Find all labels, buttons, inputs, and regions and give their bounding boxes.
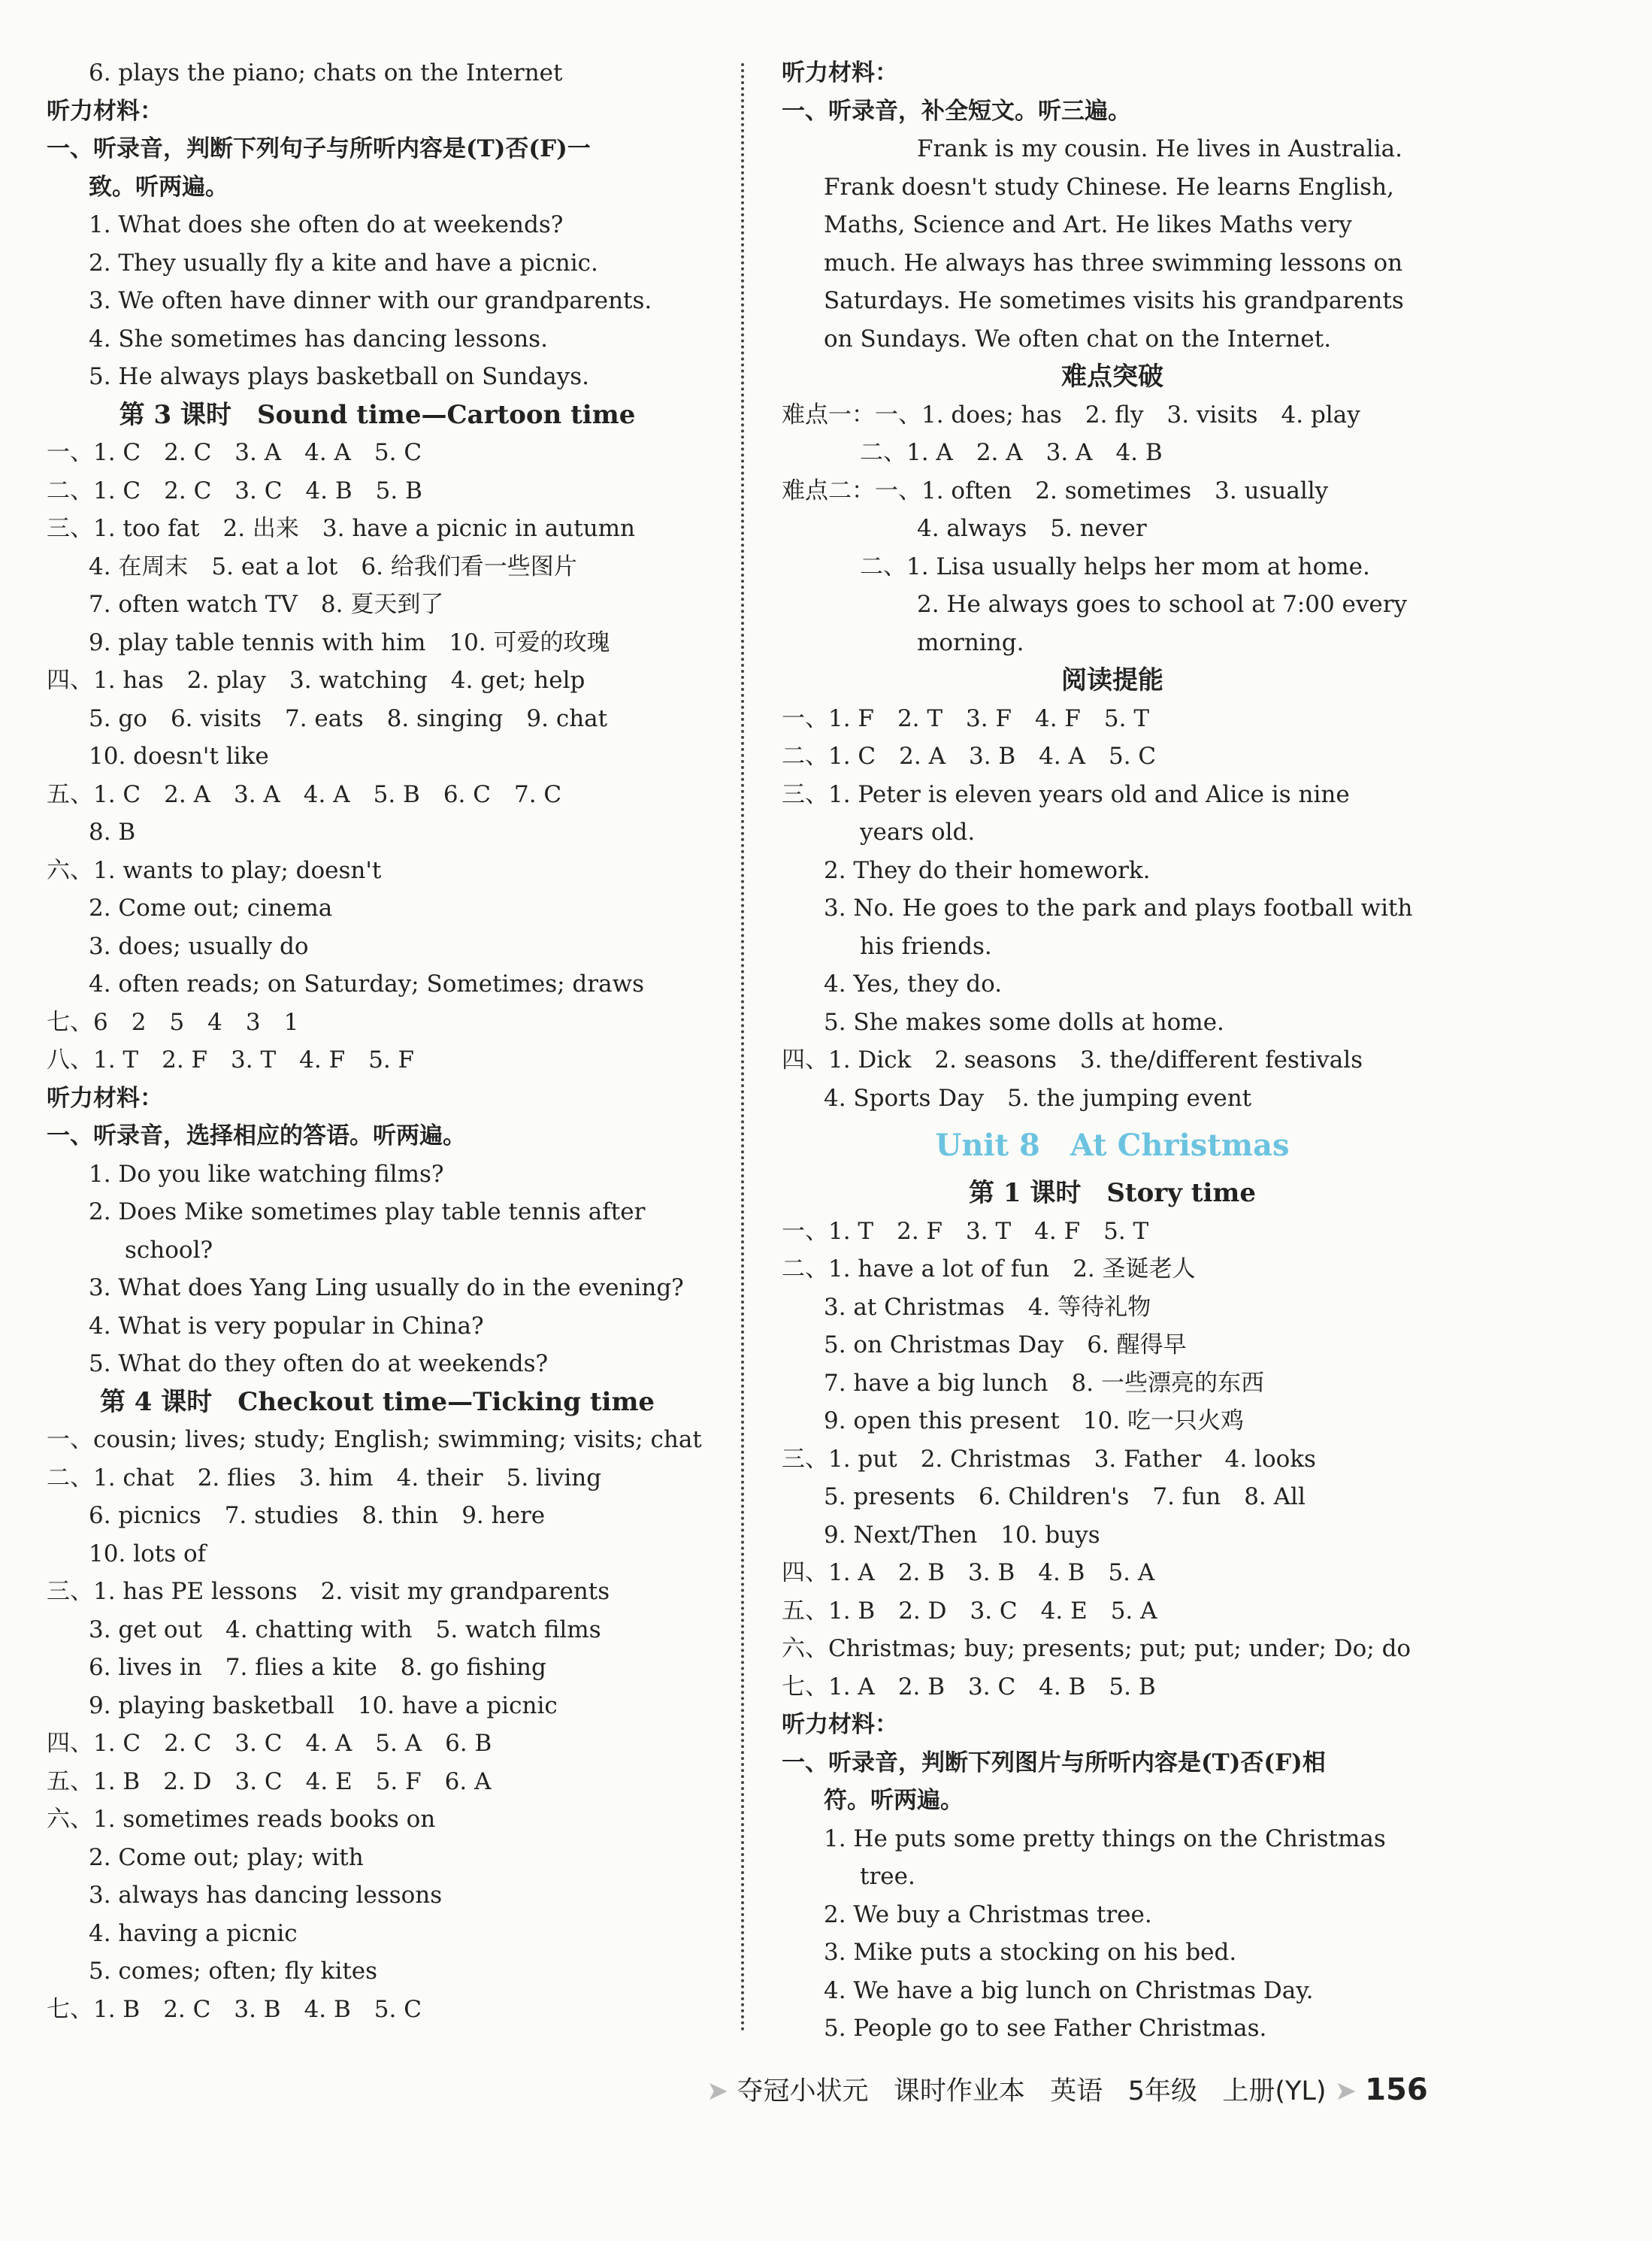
answer-line: 4. Yes, they do. <box>824 971 1003 998</box>
answer-line: Frank is my cousin. He lives in Australia. <box>917 135 1402 162</box>
answer-line: 一、1. T 2. F 3. T 4. F 5. T <box>782 1217 1149 1245</box>
section-title: 第 3 课时 Sound time—Cartoon time <box>119 399 636 430</box>
answer-line: 7. often watch TV 8. 夏天到了 <box>89 591 444 618</box>
answer-line: 6. plays the piano; chats on the Internet <box>89 59 563 86</box>
answer-line: 听力材料： <box>782 59 898 86</box>
answer-line: 4. 在周末 5. eat a lot 6. 给我们看一些图片 <box>89 553 577 580</box>
answer-line: 六、1. wants to play; doesn't <box>47 856 382 884</box>
footer-book: 课时作业本 <box>893 2076 1025 2106</box>
answer-line: 难点一：一、1. does; has 2. fly 3. visits 4. play <box>782 401 1360 429</box>
answer-line: on Sundays. We often chat on the Internet. <box>824 325 1332 353</box>
section-title: 难点突破 <box>1061 362 1163 392</box>
page-number: 156 <box>1365 2073 1428 2107</box>
answer-line: 三、1. too fat 2. 出来 3. have a picnic in autumn <box>47 515 636 542</box>
section-title: 第 4 课时 Checkout time—Ticking time <box>99 1386 655 1417</box>
answer-line: 3. always has dancing lessons <box>89 1882 443 1909</box>
answer-line: 2. Come out; play; with <box>89 1843 364 1871</box>
answer-line: 5. go 6. visits 7. eats 8. singing 9. chat <box>89 704 608 732</box>
answer-line: 5. He always plays basketball on Sundays. <box>89 363 589 390</box>
section-title: 第 1 课时 Story time <box>968 1178 1256 1208</box>
answer-line: 3. get out 4. chatting with 5. watch films <box>89 1616 601 1643</box>
answer-line: 2. They do their homework. <box>824 856 1151 884</box>
answer-line: 八、1. T 2. F 3. T 4. F 5. F <box>47 1046 415 1074</box>
left-column <box>47 54 708 2028</box>
answer-line: 9. Next/Then 10. buys <box>824 1521 1100 1549</box>
answer-line: 2. Does Mike sometimes play table tennis after <box>89 1198 646 1225</box>
footer-subject: 英语 <box>1050 2076 1103 2106</box>
answer-line: 7. have a big lunch 8. 一些漂亮的东西 <box>824 1369 1264 1397</box>
answer-line: 4. She sometimes has dancing lessons. <box>89 325 548 353</box>
answer-line: 1. He puts some pretty things on the Christmas <box>824 1825 1386 1852</box>
answer-line: 6. picnics 7. studies 8. thin 9. here <box>89 1502 546 1529</box>
answer-line: 2. Come out; cinema <box>89 895 333 922</box>
footer-arrow-icon: ➤ <box>1334 2076 1357 2106</box>
footer-grade: 5年级 <box>1127 2076 1197 2106</box>
answer-line: 5. People go to see Father Christmas. <box>824 2015 1267 2042</box>
answer-line: 致。听两遍。 <box>89 173 228 201</box>
answer-line: 符。听两遍。 <box>824 1787 964 1814</box>
answer-line: 听力材料： <box>47 97 163 125</box>
section-title: 阅读提能 <box>1061 665 1163 695</box>
answer-line: 三、1. put 2. Christmas 3. Father 4. looks <box>782 1445 1316 1473</box>
answer-line: 3. What does Yang Ling usually do in the evening? <box>89 1274 684 1301</box>
answer-line: 3. We often have dinner with our grandparents. <box>89 287 652 314</box>
answer-line: 五、1. C 2. A 3. A 4. A 5. B 6. C 7. C <box>47 780 562 808</box>
answer-line: 二、1. have a lot of fun 2. 圣诞老人 <box>782 1255 1196 1283</box>
answer-line: 2. We buy a Christmas tree. <box>824 1900 1152 1928</box>
answer-line: 一、1. F 2. T 3. F 4. F 5. T <box>782 704 1150 732</box>
answer-line: 5. presents 6. Children's 7. fun 8. All <box>824 1483 1306 1510</box>
answer-line: 9. playing basketball 10. have a picnic <box>89 1691 558 1719</box>
answer-line: Maths, Science and Art. He likes Maths very <box>824 211 1352 238</box>
page-footer <box>706 2071 1428 2109</box>
answer-line: 二、1. Lisa usually helps her mom at home. <box>860 553 1370 580</box>
answer-line: 七、6 2 5 4 3 1 <box>47 1008 299 1036</box>
answer-line: Frank doesn't study Chinese. He learns English, <box>824 173 1394 201</box>
answer-line: 5. She makes some dolls at home. <box>824 1008 1224 1036</box>
answer-line: 3. Mike puts a stocking on his bed. <box>824 1939 1237 1966</box>
answer-line: 10. lots of <box>89 1540 207 1567</box>
answer-line: years old. <box>860 819 976 846</box>
answer-line: 5. on Christmas Day 6. 醒得早 <box>824 1331 1187 1358</box>
answer-line: 一、听录音，判断下列句子与所听内容是(T)否(F)一 <box>47 135 591 162</box>
answer-line: 六、1. sometimes reads books on <box>47 1806 436 1833</box>
answer-line: much. He always has three swimming lessons on <box>824 249 1403 277</box>
answer-line: 5. What do they often do at weekends? <box>89 1350 549 1377</box>
answer-line: 9. play table tennis with him 10. 可爱的玫瑰 <box>89 628 610 656</box>
answer-line: 二、1. A 2. A 3. A 4. B <box>860 439 1163 466</box>
answer-line: 难点二：一、1. often 2. sometimes 3. usually <box>782 477 1329 504</box>
answer-line: 3. does; usually do <box>89 932 309 960</box>
answer-line: 4. What is very popular in China? <box>89 1312 484 1340</box>
answer-line: 一、听录音，判断下列图片与所听内容是(T)否(F)相 <box>782 1749 1326 1776</box>
answer-line: 七、1. A 2. B 3. C 4. B 5. B <box>782 1673 1156 1700</box>
footer-volume: 上册(YL) <box>1222 2076 1327 2106</box>
answer-line: 一、1. C 2. C 3. A 4. A 5. C <box>47 439 422 466</box>
answer-line: 3. No. He goes to the park and plays football with <box>824 895 1413 922</box>
answer-line: 听力材料： <box>47 1084 163 1112</box>
answer-line: school? <box>125 1236 213 1264</box>
answer-line: 2. He always goes to school at 7:00 every <box>917 591 1408 618</box>
answer-line: 1. What does she often do at weekends? <box>89 211 564 238</box>
column-divider <box>741 63 744 2033</box>
answer-line: 6. lives in 7. flies a kite 8. go fishing <box>89 1654 546 1681</box>
answer-line: morning. <box>917 628 1024 656</box>
answer-line: 4. often reads; on Saturday; Sometimes; draws <box>89 971 645 998</box>
answer-line: tree. <box>860 1863 915 1890</box>
answer-line: 一、听录音，选择相应的答语。听两遍。 <box>47 1122 466 1149</box>
answer-line: 五、1. B 2. D 3. C 4. E 5. F 6. A <box>47 1767 492 1795</box>
answer-line: 二、1. C 2. C 3. C 4. B 5. B <box>47 477 422 504</box>
answer-line: 10. doesn't like <box>89 743 269 770</box>
section-title: Unit 8 At Christmas <box>935 1128 1290 1163</box>
answer-line: 三、1. has PE lessons 2. visit my grandparents <box>47 1578 610 1605</box>
answer-line: 二、1. C 2. A 3. B 4. A 5. C <box>782 743 1157 770</box>
answer-line: 四、1. has 2. play 3. watching 4. get; help <box>47 667 585 694</box>
answer-line: 4. We have a big lunch on Christmas Day. <box>824 1976 1314 2004</box>
answer-line: Saturdays. He sometimes visits his grandparents <box>824 287 1404 314</box>
answer-line: 一、cousin; lives; study; English; swimming; visits; chat <box>47 1426 702 1453</box>
answer-line: 4. having a picnic <box>89 1919 298 1947</box>
answer-line: 听力材料： <box>782 1711 898 1738</box>
answer-line: 七、1. B 2. C 3. B 4. B 5. C <box>47 1995 422 2023</box>
answer-line: 9. open this present 10. 吃一只火鸡 <box>824 1407 1245 1434</box>
answer-line: 五、1. B 2. D 3. C 4. E 5. A <box>782 1597 1157 1625</box>
answer-line: 2. They usually fly a kite and have a picnic. <box>89 249 598 277</box>
answer-line: 1. Do you like watching films? <box>89 1160 444 1188</box>
answer-line: 四、1. C 2. C 3. C 4. A 5. A 6. B <box>47 1730 492 1757</box>
answer-line: 8. B <box>89 819 136 846</box>
answer-line: 5. comes; often; fly kites <box>89 1958 378 1985</box>
answer-line: his friends. <box>860 932 992 960</box>
answer-line: 四、1. A 2. B 3. B 4. B 5. A <box>782 1559 1155 1586</box>
answer-line: 一、听录音，补全短文。听三遍。 <box>782 97 1131 125</box>
answer-line: 六、Christmas; buy; presents; put; put; under; Do; do <box>782 1635 1411 1662</box>
answer-line: 三、1. Peter is eleven years old and Alice is nine <box>782 780 1350 808</box>
footer-arrow-icon: ➤ <box>706 2076 729 2106</box>
answer-line: 3. at Christmas 4. 等待礼物 <box>824 1293 1151 1321</box>
answer-line: 4. always 5. never <box>917 515 1147 542</box>
answer-line: 二、1. chat 2. flies 3. him 4. their 5. living <box>47 1464 602 1491</box>
answer-line: 4. Sports Day 5. the jumping event <box>824 1084 1252 1112</box>
footer-brand: 夺冠小状元 <box>737 2076 869 2106</box>
right-column <box>782 54 1443 2048</box>
answer-line: 四、1. Dick 2. seasons 3. the/different festivals <box>782 1046 1363 1074</box>
